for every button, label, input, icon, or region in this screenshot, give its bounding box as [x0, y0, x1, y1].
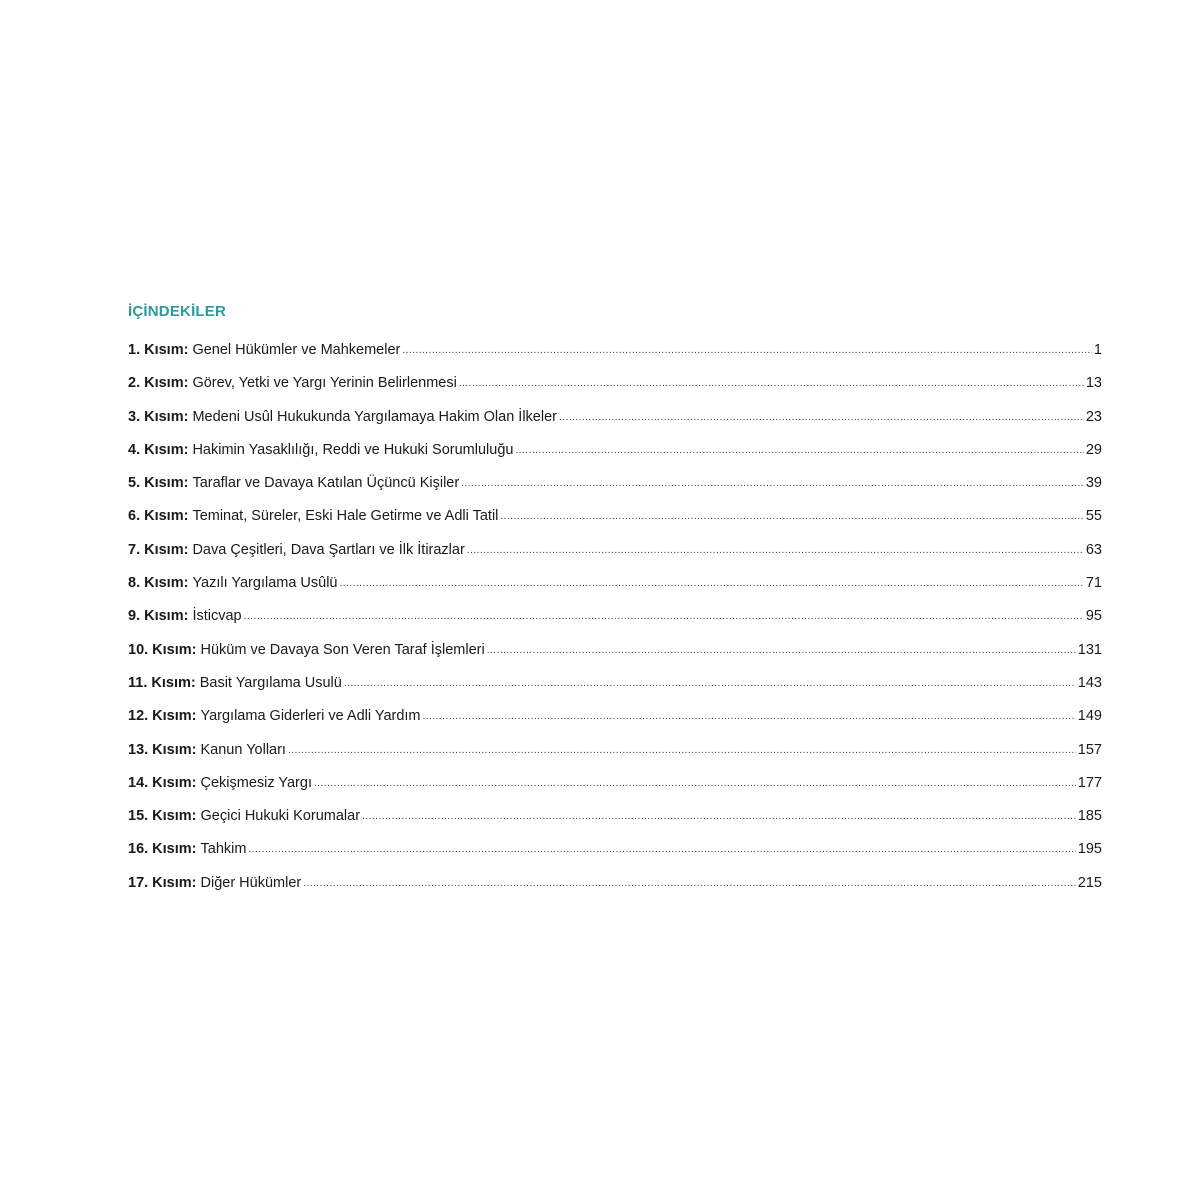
toc-entry-title: Hüküm ve Davaya Son Veren Taraf İşlemleri [200, 641, 485, 658]
toc-entry-title: Geçici Hukuki Korumalar [200, 808, 361, 825]
toc-entry-page-number: 157 [1077, 741, 1102, 758]
toc-entry-page-number: 23 [1085, 408, 1102, 425]
toc-entry[interactable] [128, 873, 1102, 906]
toc-entry-page-number: 143 [1077, 674, 1102, 691]
toc-entry-title: Medeni Usûl Hukukunda Yargılamaya Hakim Olan İlkeler [192, 408, 557, 425]
toc-dot-leader [344, 674, 1076, 694]
toc-dot-leader [487, 641, 1076, 661]
toc-entry-title: Yazılı Yargılama Usûlü [192, 575, 338, 592]
toc-dot-leader [362, 807, 1076, 827]
toc-entry-page-number: 195 [1077, 841, 1102, 858]
toc-entry[interactable] [128, 473, 1102, 506]
toc-entry-page-number: 177 [1077, 774, 1102, 791]
toc-entry[interactable] [128, 773, 1102, 806]
toc-dot-leader [461, 474, 1084, 494]
toc-entry-label: 4. Kısım: [128, 441, 189, 458]
toc-entry-page-number: 63 [1085, 541, 1102, 558]
toc-entry-title: Teminat, Süreler, Eski Hale Getirme ve Adli Tatil [192, 508, 499, 525]
toc-entry[interactable] [128, 540, 1102, 573]
toc-entry-title: Diğer Hükümler [200, 874, 302, 891]
toc-entry-label: 10. Kısım: [128, 641, 197, 658]
toc-entry-label: 1. Kısım: [128, 342, 189, 358]
toc-entry-label: 11. Kısım: [128, 674, 196, 691]
toc-dot-leader [500, 507, 1083, 527]
toc-entry-title: Kanun Yolları [200, 741, 286, 758]
toc-dot-leader [248, 840, 1075, 860]
toc-entry[interactable] [128, 706, 1102, 739]
toc-entry-page-number: 1 [1093, 342, 1102, 358]
toc-entry[interactable] [128, 506, 1102, 539]
toc-entry-label: 3. Kısım: [128, 408, 189, 425]
toc-dot-leader [340, 574, 1084, 594]
toc-entry-label: 2. Kısım: [128, 375, 189, 392]
toc-entry-label: 9. Kısım: [128, 608, 189, 625]
toc-dot-leader [303, 874, 1076, 894]
toc-dot-leader [467, 541, 1084, 561]
toc-entry-title: Basit Yargılama Usulü [199, 674, 342, 691]
toc-entry-label: 7. Kısım: [128, 541, 189, 558]
toc-title: İÇİNDEKİLER [128, 303, 227, 320]
toc-entry-page-number: 215 [1077, 874, 1102, 891]
toc-entry-title: Taraflar ve Davaya Katılan Üçüncü Kişiler [192, 475, 460, 492]
toc-entry-label: 17. Kısım: [128, 874, 197, 891]
toc-entry-label: 6. Kısım: [128, 508, 189, 525]
toc-dot-leader [423, 707, 1076, 727]
toc-entry-page-number: 185 [1077, 808, 1102, 825]
toc-entry[interactable] [128, 440, 1102, 473]
table-of-contents [128, 302, 1102, 906]
toc-entry-label: 14. Kısım: [128, 774, 197, 791]
toc-dot-leader [288, 741, 1076, 761]
toc-entry[interactable] [128, 839, 1102, 872]
toc-dot-leader [244, 607, 1084, 627]
toc-entry[interactable] [128, 640, 1102, 673]
toc-entry-page-number: 39 [1085, 475, 1102, 492]
toc-entry-title: Yargılama Giderleri ve Adli Yardım [200, 708, 421, 725]
toc-entry-title: Genel Hükümler ve Mahkemeler [192, 342, 401, 358]
toc-dot-leader [459, 374, 1084, 394]
toc-entry-title: Dava Çeşitleri, Dava Şartları ve İlk İtirazlar [192, 541, 465, 558]
toc-entry-label: 13. Kısım: [128, 741, 197, 758]
toc-entry-label: 16. Kısım: [128, 841, 197, 858]
toc-dot-leader [559, 408, 1084, 428]
toc-entry[interactable] [128, 407, 1102, 440]
toc-entry-page-number: 71 [1085, 575, 1102, 592]
toc-dot-leader [402, 341, 1092, 361]
toc-entry-page-number: 95 [1085, 608, 1102, 625]
toc-entry-title: Hakimin Yasaklılığı, Reddi ve Hukuki Sorumluluğu [192, 441, 514, 458]
toc-entry-page-number: 29 [1085, 441, 1102, 458]
toc-entry-label: 15. Kısım: [128, 808, 197, 825]
toc-dot-leader [314, 774, 1076, 794]
toc-entry-title: Görev, Yetki ve Yargı Yerinin Belirlenmesi [192, 375, 457, 392]
toc-entry-title: Tahkim [200, 841, 247, 858]
toc-entry-page-number: 55 [1085, 508, 1102, 525]
toc-entry[interactable] [128, 573, 1102, 606]
toc-entry-title: İsticvap [192, 608, 242, 625]
toc-entry-label: 12. Kısım: [128, 708, 197, 725]
toc-entry-label: 5. Kısım: [128, 475, 189, 492]
toc-entry[interactable] [128, 673, 1102, 706]
toc-entry-page-number: 149 [1077, 708, 1102, 725]
toc-entry[interactable] [128, 740, 1102, 773]
toc-entry[interactable] [128, 340, 1102, 373]
toc-entry-label: 8. Kısım: [128, 575, 189, 592]
toc-entry[interactable] [128, 806, 1102, 839]
toc-list [128, 340, 1102, 906]
toc-dot-leader [515, 441, 1083, 461]
toc-entry[interactable] [128, 373, 1102, 406]
toc-entry-page-number: 13 [1085, 375, 1102, 392]
toc-entry[interactable] [128, 606, 1102, 639]
toc-entry-page-number: 131 [1077, 641, 1102, 658]
toc-entry-title: Çekişmesiz Yargı [200, 774, 312, 791]
